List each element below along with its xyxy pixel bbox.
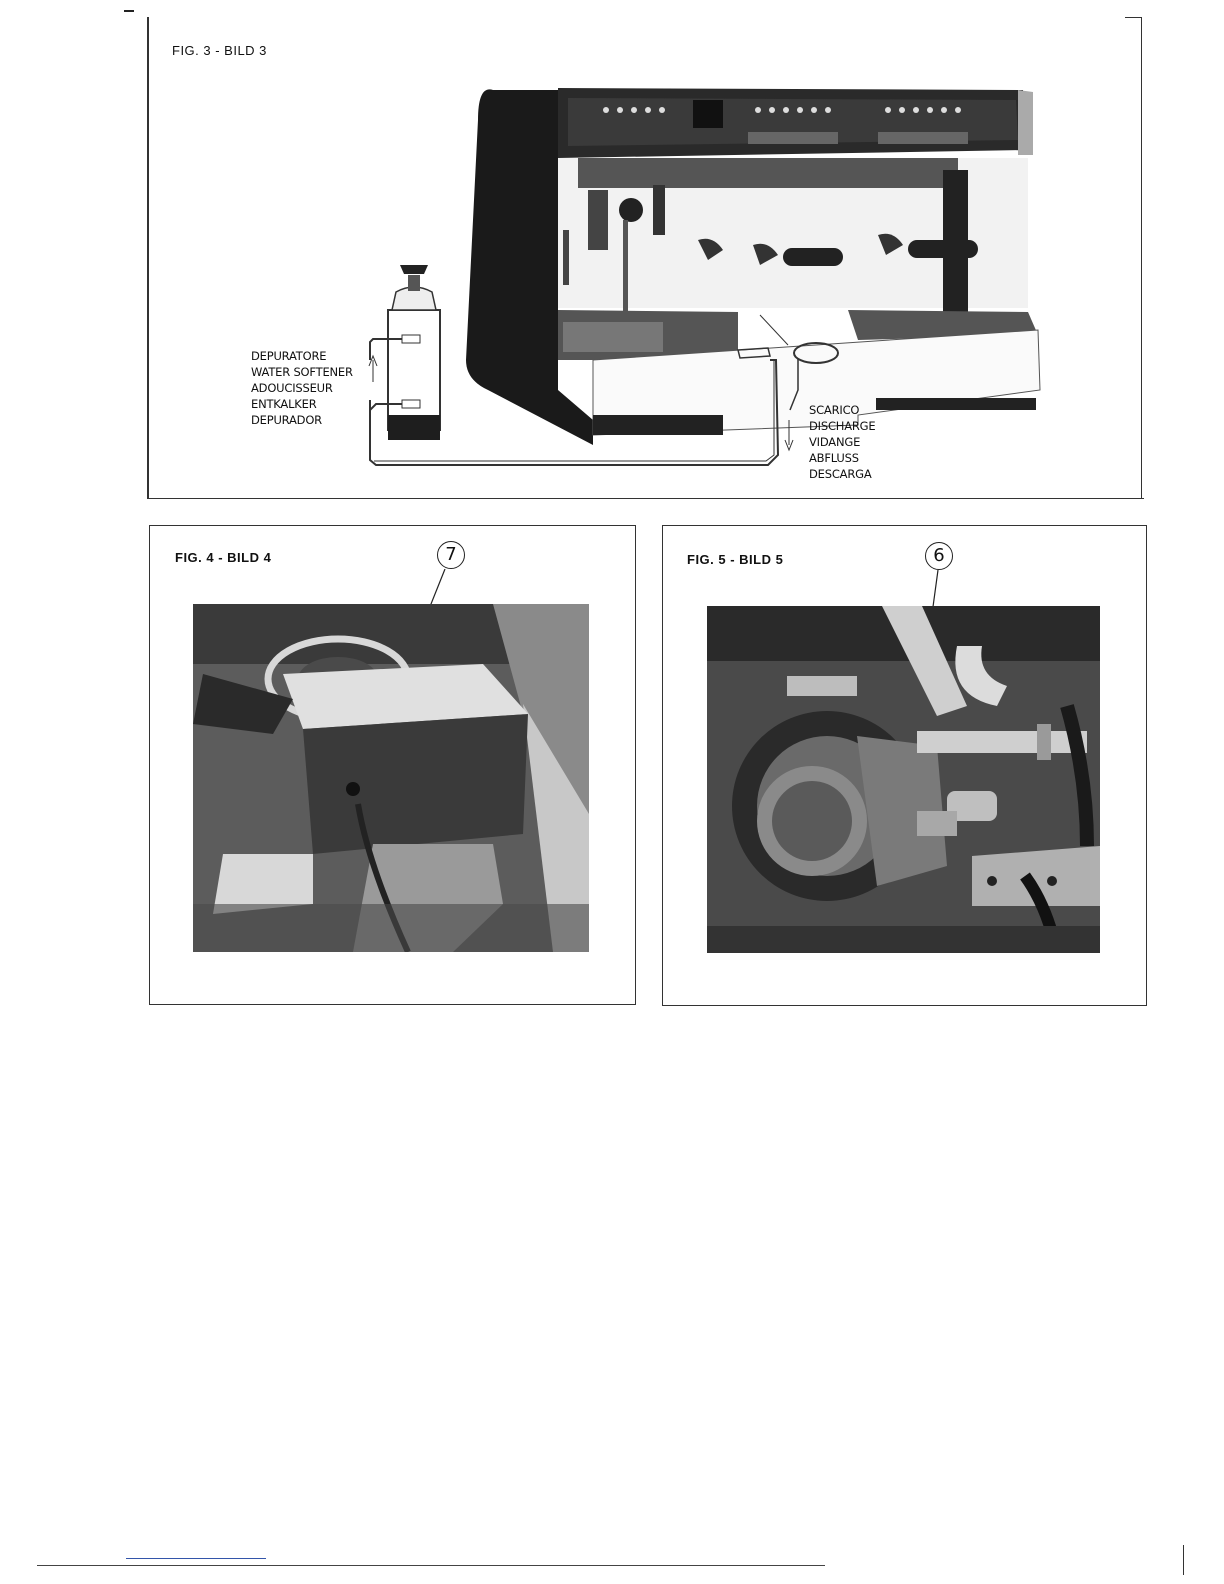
discharge-terms xyxy=(809,402,875,482)
softener-term: ADOUCISSEUR xyxy=(251,381,333,395)
softener-term: DEPURATORE xyxy=(251,349,327,363)
fig3-top-right-corner xyxy=(1125,17,1141,18)
fig4-photo xyxy=(193,604,589,952)
discharge-term: ABFLUSS xyxy=(809,451,859,465)
softener-term: DEPURADOR xyxy=(251,413,322,427)
right-edge-mark xyxy=(1183,1545,1184,1575)
scan-mark xyxy=(124,10,134,12)
discharge-term: DISCHARGE xyxy=(809,419,876,433)
bottom-rule xyxy=(37,1565,825,1566)
discharge-term: VIDANGE xyxy=(809,435,861,449)
fig4-label: FIG. 4 - BILD 4 xyxy=(175,550,272,565)
fig5-photo xyxy=(707,606,1100,953)
discharge-term: DESCARGA xyxy=(809,467,872,481)
bottom-rule-accent xyxy=(126,1558,266,1559)
fig3-label: FIG. 3 - BILD 3 xyxy=(172,43,267,58)
fig3-right-edge xyxy=(1141,17,1142,499)
fig4-callout-number: 7 xyxy=(437,541,465,569)
discharge-term: SCARICO xyxy=(809,403,860,417)
softener-terms xyxy=(251,348,353,428)
fig5-callout-number: 6 xyxy=(925,542,953,570)
fig5-label: FIG. 5 - BILD 5 xyxy=(687,552,784,567)
softener-term: WATER SOFTENER xyxy=(251,365,353,379)
softener-term: ENTKALKER xyxy=(251,397,317,411)
fig3-illustration xyxy=(148,60,1140,498)
